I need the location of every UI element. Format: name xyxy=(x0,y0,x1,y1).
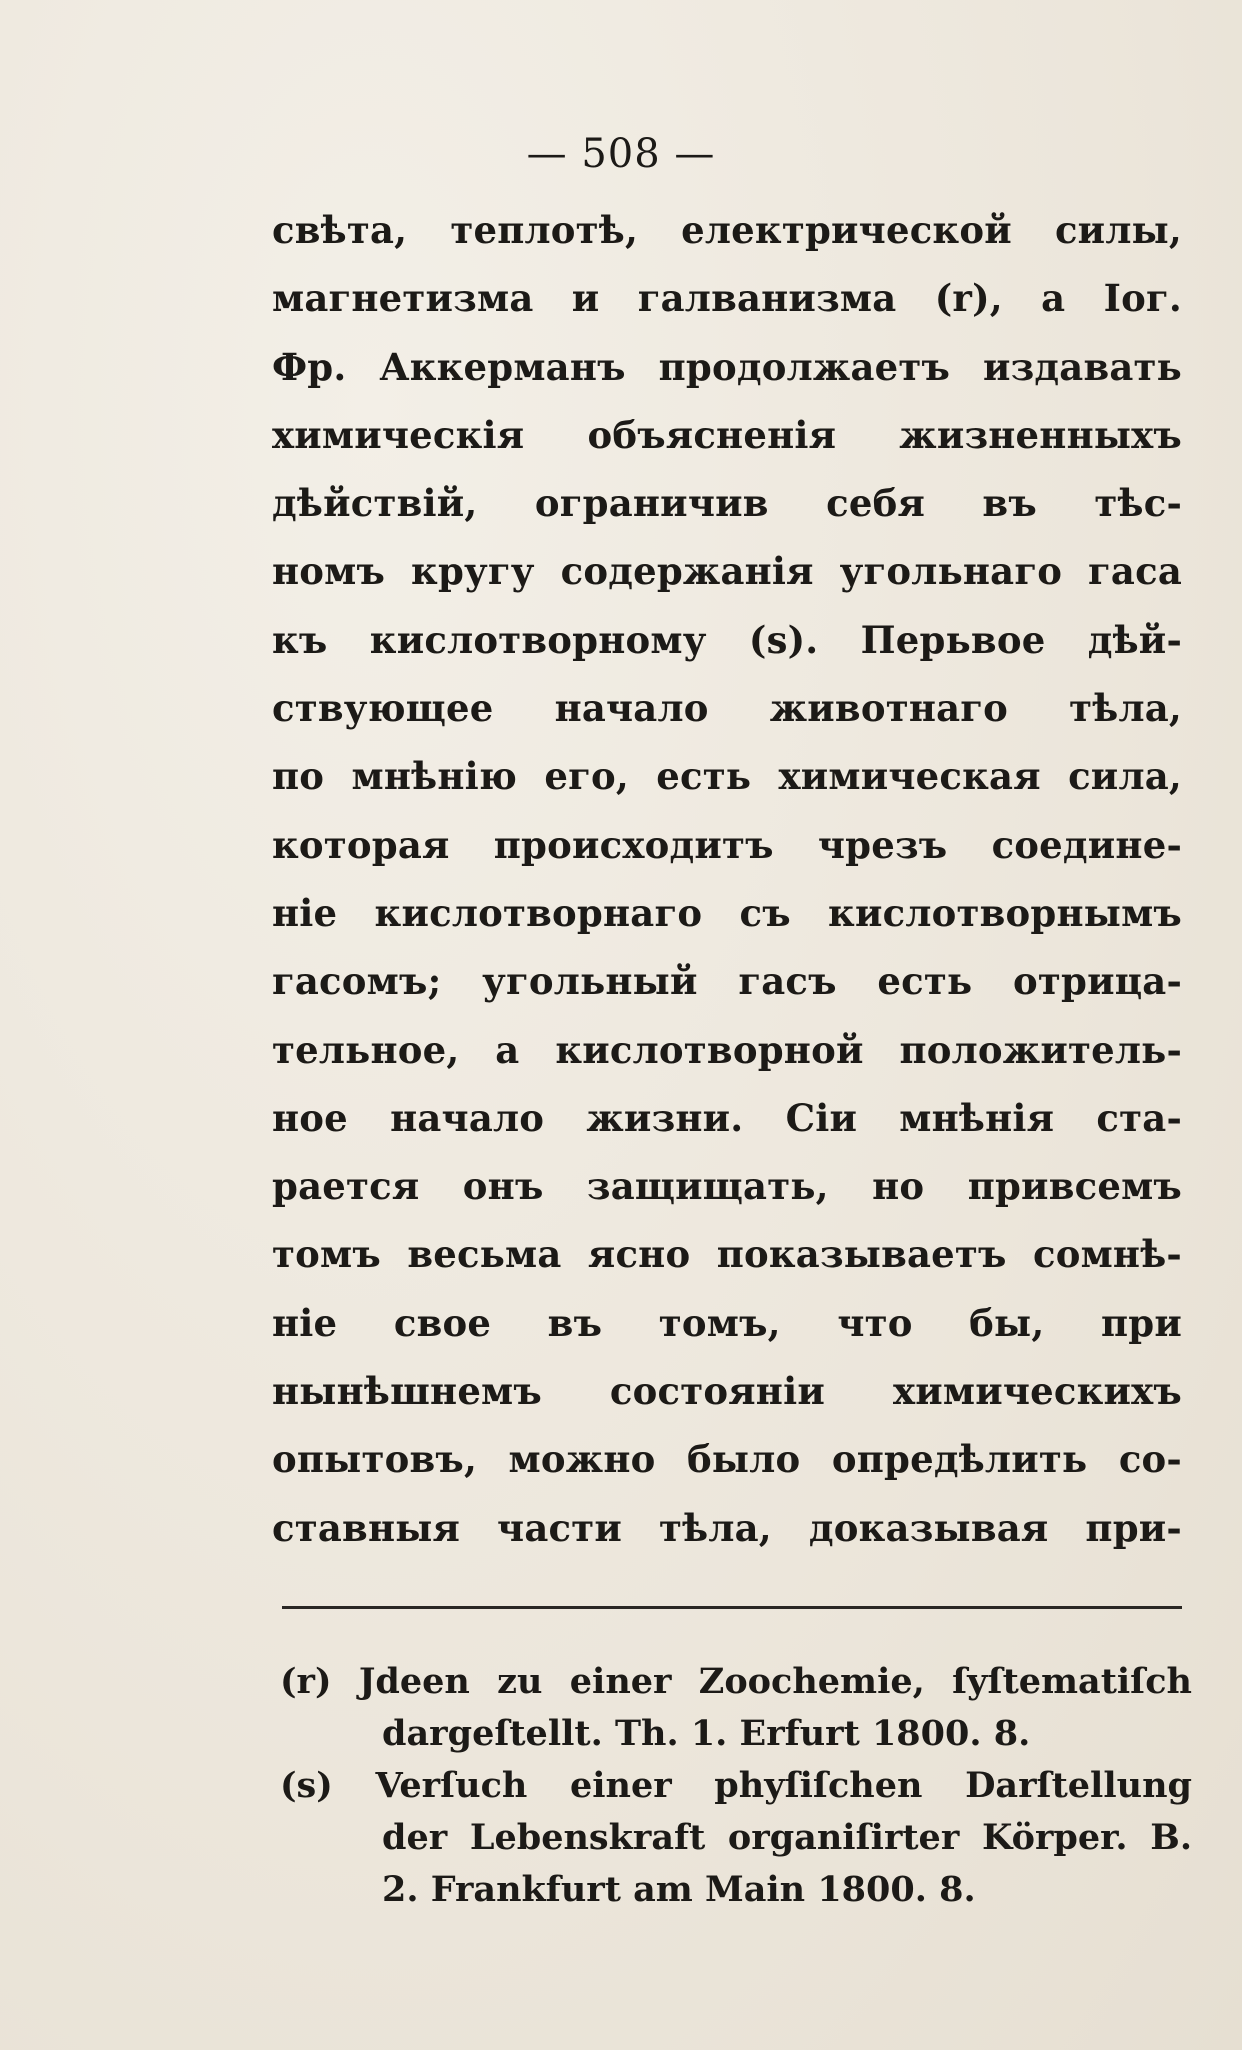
body-text xyxy=(272,196,1182,1562)
body-line: которая происходитъ чрезъ соедине- xyxy=(272,822,1182,867)
body-line: томъ весьма ясно показываетъ сомнѣ- xyxy=(272,1232,1182,1277)
footnote-s xyxy=(280,1760,1192,1916)
page-number: — 508 — xyxy=(526,131,716,177)
body-line: нынѣшнемъ состояніи химическихъ xyxy=(272,1369,1182,1414)
footnotes xyxy=(280,1656,1192,1916)
body-line: тельное, а кислотворной положитель- xyxy=(272,1027,1182,1072)
body-line: ніе кислотворнаго съ кислотворнымъ xyxy=(272,890,1182,935)
body-line: опытовъ, можно было опредѣлить со- xyxy=(272,1437,1182,1482)
footnote-line: (r) Jdeen zu einer Zoochemie, ſyſtematiſch xyxy=(280,1661,1192,1702)
footnote-line: 2. Frankfurt am Main 1800. 8. xyxy=(382,1869,976,1910)
body-line: Фр. Аккерманъ продолжаетъ издавать xyxy=(272,344,1182,389)
footnote-line: der Lebenskraft organiſirter Körper. B. xyxy=(382,1817,1192,1858)
body-line: дѣйствій, ограничив себя въ тѣс- xyxy=(272,481,1182,526)
footnote-divider xyxy=(282,1606,1182,1609)
body-line: ставныя части тѣла, доказывая при- xyxy=(272,1505,1182,1550)
body-line: гасомъ; угольный гасъ есть отрица- xyxy=(272,959,1182,1004)
body-line: ствующее начало животнаго тѣла, xyxy=(272,686,1182,731)
footnote-r xyxy=(280,1656,1192,1760)
body-line: по мнѣнію его, есть химическая сила, xyxy=(272,754,1182,799)
body-line: рается онъ защищать, но привсемъ xyxy=(272,1164,1182,1209)
body-line: свѣта, теплотѣ, електрической силы, xyxy=(272,208,1182,252)
body-line: химическія объясненія жизненныхъ xyxy=(272,412,1182,457)
body-line: номъ кругу содержанія угольнаго гаса xyxy=(272,549,1182,594)
body-line: ное начало жизни. Сіи мнѣнія ста- xyxy=(272,1095,1182,1140)
body-line: ніе свое въ томъ, что бы, при xyxy=(272,1300,1182,1345)
footnote-line: dargeſtellt. Th. 1. Erfurt 1800. 8. xyxy=(382,1713,1031,1754)
footnote-line: (s) Verſuch einer phyſiſchen Darſtellung xyxy=(280,1765,1192,1806)
body-line: магнетизма и галванизма (r), а Іог. xyxy=(272,276,1182,321)
body-line: къ кислотворному (s). Перьвое дѣй- xyxy=(272,617,1182,662)
